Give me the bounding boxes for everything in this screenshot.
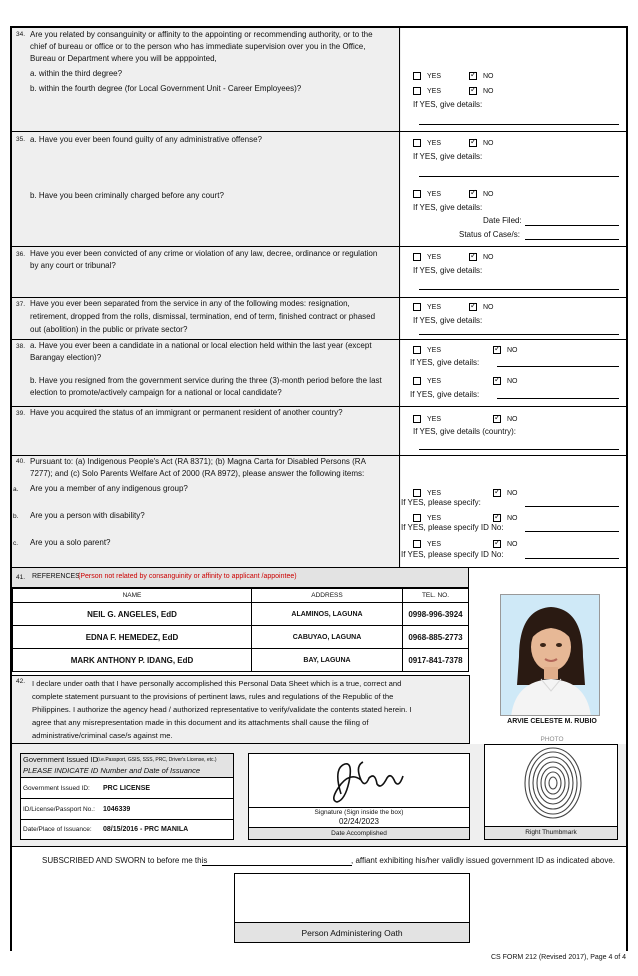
q40-c-yes-checkbox[interactable] — [413, 540, 421, 548]
q34-a-answer — [413, 72, 494, 80]
q40-b-details-line[interactable] — [525, 531, 619, 532]
yes-label: YES — [427, 303, 442, 311]
q34-a-no-checkbox[interactable] — [469, 72, 477, 80]
id-number-value[interactable]: 1046339 — [103, 806, 131, 813]
signature-section — [12, 744, 626, 847]
person-photo-icon — [501, 595, 600, 716]
id-number-row — [21, 799, 233, 820]
q35-b-answer — [413, 190, 494, 198]
q34-question-col — [12, 28, 400, 131]
q38-b-details-label: If YES, give details: — [410, 390, 480, 399]
q35-status-label: Status of Case/s: — [459, 230, 520, 239]
date-accomplished-value[interactable]: 02/24/2023 — [338, 817, 380, 826]
gov-id-header — [21, 754, 233, 778]
table-row — [13, 626, 469, 649]
q40-a-no-checkbox[interactable] — [493, 489, 501, 497]
q34-b-no-checkbox[interactable] — [469, 87, 477, 95]
ref-tel: 0917-841-7378 — [403, 649, 469, 672]
no-label: NO — [507, 415, 518, 423]
thumbmark-box[interactable] — [484, 744, 618, 840]
q36-answer — [413, 253, 494, 261]
issuance-label: Date/Place of Issuance: — [23, 826, 92, 833]
no-label: NO — [483, 303, 494, 311]
q35-section — [12, 132, 626, 247]
yes-label: YES — [427, 489, 442, 497]
no-label: NO — [483, 72, 494, 80]
q35-date-filed-line[interactable] — [525, 225, 619, 226]
q40-a-answer — [413, 489, 518, 497]
no-label: NO — [507, 514, 518, 522]
references-table — [12, 588, 469, 672]
q40-b-answer — [413, 514, 518, 522]
q38-b-details-line[interactable] — [497, 398, 619, 399]
photo-name-caption: ARVIE CELESTE M. RUBIO — [507, 718, 597, 725]
declaration-line: administrative/criminal case/s against me. — [32, 731, 173, 740]
ref-tel: 0968-885-2773 — [403, 626, 469, 649]
ref-name: NEIL G. ANGELES, EdD — [13, 603, 252, 626]
ref-address: ALAMINOS, LAGUNA — [252, 603, 403, 626]
q40-section — [12, 456, 626, 568]
q38-b-answer — [413, 377, 518, 385]
q40-c-answer — [413, 540, 518, 548]
issuance-value[interactable]: 08/15/2016 - PRC MANILA — [103, 826, 189, 833]
q35-question-col — [12, 132, 400, 246]
q40-b-no-checkbox[interactable] — [493, 514, 501, 522]
oath-date-line[interactable] — [202, 865, 352, 866]
gov-id-box — [20, 753, 234, 840]
q39-text: Have you acquired the status of an immigrant or permanent resident of another country? — [30, 408, 343, 417]
q38-question-col — [12, 340, 400, 406]
oath-text-2: , affiant exhibiting his/her validly issued government ID as indicated above. — [351, 856, 616, 865]
ref-name: EDNA F. HEMEDEZ, EdD — [13, 626, 252, 649]
table-row — [13, 649, 469, 672]
declaration-line: I declare under oath that I have personally accomplished this Personal Data Sheet which is a true, correct and — [32, 679, 402, 688]
q39-number: 39. — [16, 410, 26, 417]
declaration-text — [32, 677, 466, 742]
q38-b-yes-checkbox[interactable] — [413, 377, 421, 385]
q34-b-text: b. within the fourth degree (for Local Government Unit - Career Employees)? — [30, 84, 302, 93]
q38-answer-col — [401, 340, 626, 406]
q34-details-label: If YES, give details: — [413, 100, 483, 109]
signature-box[interactable] — [248, 753, 470, 840]
q37-text-1: Have you ever been separated from the service in any of the following modes: resignation, — [30, 299, 350, 308]
q38-a-details-line[interactable] — [497, 366, 619, 367]
references-title: REFERENCES — [32, 573, 80, 580]
q38-a-no-checkbox[interactable] — [493, 346, 501, 354]
q38-section — [12, 340, 626, 407]
no-label: NO — [483, 253, 494, 261]
q36-section — [12, 247, 626, 298]
q36-no-checkbox[interactable] — [469, 253, 477, 261]
q40-answer-col — [401, 456, 626, 567]
oath-section — [12, 847, 626, 951]
yes-label: YES — [427, 514, 442, 522]
declaration-line: agree that any misrepresentation made in this document and its attachments shall cause the filing of — [32, 718, 369, 727]
q36-text-1: Have you ever been convicted of any crime or violation of any law, decree, ordinance or regulation — [30, 249, 378, 258]
gov-id-subtitle: PLEASE INDICATE ID Number and Date of Issuance — [23, 766, 201, 775]
q38-a-yes-checkbox[interactable] — [413, 346, 421, 354]
q40-a-details-label: If YES, please specify: — [401, 498, 481, 507]
q35-a-text: a. Have you ever been found guilty of any administrative offense? — [30, 135, 262, 144]
q40-c-text: Are you a solo parent? — [30, 538, 111, 547]
q34-a-text: a. within the third degree? — [30, 69, 123, 78]
ref-name: MARK ANTHONY P. IDANG, EdD — [13, 649, 252, 672]
q34-section — [12, 28, 626, 132]
q40-b-text: Are you a person with disability? — [30, 511, 145, 520]
declaration-line: complete statement pursuant to the provisions of pertinent laws, rules and regulations of the Republic of the — [32, 692, 394, 701]
references-header — [12, 568, 469, 588]
q36-details-line[interactable] — [419, 289, 619, 290]
q34-answer-col — [401, 28, 626, 131]
oath-text-1: SUBSCRIBED AND SWORN to before me this — [42, 856, 208, 865]
yes-label: YES — [427, 72, 442, 80]
yes-label: YES — [427, 253, 442, 261]
no-label: NO — [483, 87, 494, 95]
q36-number: 36. — [16, 251, 26, 258]
q40-a-details-line[interactable] — [525, 506, 619, 507]
no-label: NO — [507, 346, 518, 354]
q39-details-line[interactable] — [419, 449, 619, 450]
q39-answer — [413, 415, 518, 423]
q40-b-yes-checkbox[interactable] — [413, 514, 421, 522]
q35-a-details-label: If YES, give details: — [413, 152, 483, 161]
q37-yes-checkbox[interactable] — [413, 303, 421, 311]
q35-status-line[interactable] — [525, 239, 619, 240]
q39-yes-checkbox[interactable] — [413, 415, 421, 423]
q38-a-details-label: If YES, give details: — [410, 358, 480, 367]
oath-admin-box[interactable] — [234, 873, 470, 943]
signature-icon — [249, 754, 471, 814]
references-note: (Person not related by consanguinity or affinity to applicant /appointee) — [78, 573, 297, 580]
photo-label: PHOTO — [540, 736, 564, 743]
date-accomplished-label: Date Accomplished — [249, 827, 469, 839]
q41-number: 41. — [16, 574, 26, 581]
q40-question-col — [12, 456, 400, 567]
q40-a-letter: a. — [13, 486, 19, 493]
q36-text-2: by any court or tribunal? — [30, 261, 116, 270]
q34-text-2: chief of bureau or office or to the person who has immediate supervision over you in the Office, — [30, 42, 366, 51]
table-row — [13, 603, 469, 626]
q38-a-text-1: a. Have you ever been a candidate in a national or local election held within the last year (except — [30, 341, 372, 350]
yes-label: YES — [427, 87, 442, 95]
q36-yes-checkbox[interactable] — [413, 253, 421, 261]
q37-answer-col — [401, 298, 626, 339]
q38-b-text-1: b. Have you resigned from the government service during the three (3)-month period before the last — [30, 376, 382, 385]
yes-label: YES — [427, 377, 442, 385]
q39-answer-col — [401, 407, 626, 455]
no-label: NO — [483, 139, 494, 147]
q34-b-yes-checkbox[interactable] — [413, 87, 421, 95]
yes-label: YES — [427, 415, 442, 423]
q40-c-details-line[interactable] — [525, 558, 619, 559]
no-label: NO — [507, 377, 518, 385]
q38-b-no-checkbox[interactable] — [493, 377, 501, 385]
q40-text-1: Pursuant to: (a) Indigenous People's Act (RA 8371); (b) Magna Carta for Disabled Persons (RA — [30, 457, 366, 466]
gov-id-value[interactable]: PRC LICENSE — [103, 785, 151, 792]
oath-admin-label: Person Administering Oath — [235, 922, 469, 942]
q40-a-yes-checkbox[interactable] — [413, 489, 421, 497]
form-footer: CS FORM 212 (Revised 2017), Page 4 of 4 — [490, 954, 626, 961]
q37-no-checkbox[interactable] — [469, 303, 477, 311]
pds-page-4 — [10, 26, 628, 951]
q37-text-3: out (abolition) in the public or private sector? — [30, 325, 188, 334]
q35-b-no-checkbox[interactable] — [469, 190, 477, 198]
q38-a-text-2: Barangay election)? — [30, 353, 102, 362]
yes-label: YES — [427, 190, 442, 198]
q34-text-3: Bureau or Department where you will be apppointed, — [30, 54, 217, 63]
q35-number: 35. — [16, 136, 26, 143]
q35-a-details-line[interactable] — [419, 176, 619, 177]
q35-date-filed-label: Date Filed: — [483, 216, 522, 225]
q34-a-yes-checkbox[interactable] — [413, 72, 421, 80]
no-label: NO — [483, 190, 494, 198]
q37-number: 37. — [16, 301, 26, 308]
applicant-photo — [500, 594, 600, 716]
q35-a-answer — [413, 139, 494, 147]
q37-section — [12, 298, 626, 340]
fingerprint-icon — [485, 745, 619, 825]
ref-address: BAY, LAGUNA — [252, 649, 403, 672]
q39-section — [12, 407, 626, 456]
q40-b-letter: b. — [13, 513, 19, 520]
issuance-row — [21, 820, 233, 839]
q38-a-answer — [413, 346, 518, 354]
q35-b-yes-checkbox[interactable] — [413, 190, 421, 198]
q38-number: 38. — [16, 343, 26, 350]
id-number-label: ID/License/Passport No.: — [23, 806, 95, 813]
yes-label: YES — [427, 540, 442, 548]
q36-details-label: If YES, give details: — [413, 266, 483, 275]
references-header-row — [13, 589, 469, 603]
q35-a-no-checkbox[interactable] — [469, 139, 477, 147]
no-label: NO — [507, 540, 518, 548]
col-header-tel: TEL. NO. — [403, 589, 469, 603]
q35-b-text: b. Have you been criminally charged before any court? — [30, 191, 224, 200]
col-header-name: NAME — [13, 589, 252, 603]
q36-answer-col — [401, 247, 626, 297]
ref-tel: 0998-996-3924 — [403, 603, 469, 626]
q40-b-details-label: If YES, please specify ID No: — [401, 523, 504, 532]
ref-address: CABUYAO, LAGUNA — [252, 626, 403, 649]
gov-id-row — [21, 778, 233, 799]
col-header-address: ADDRESS — [252, 589, 403, 603]
q37-question-col — [12, 298, 400, 339]
signature-label: Signature (Sign inside the box) — [249, 807, 469, 816]
q34-details-line[interactable] — [419, 124, 619, 125]
no-label: NO — [507, 489, 518, 497]
q39-no-checkbox[interactable] — [493, 415, 501, 423]
yes-label: YES — [427, 139, 442, 147]
q34-number: 34. — [16, 31, 26, 38]
q35-a-yes-checkbox[interactable] — [413, 139, 421, 147]
gov-id-title: Government Issued ID — [23, 755, 99, 764]
gov-id-label: Government Issued ID: — [23, 785, 90, 792]
q35-b-details-label: If YES, give details: — [413, 203, 483, 212]
declaration-line: Philippines. I authorize the agency head / authorized representative to verify/validate the contents stated herein. I — [32, 705, 412, 714]
q34-b-answer — [413, 87, 494, 95]
q40-c-letter: c. — [13, 540, 19, 547]
q35-answer-col — [401, 132, 626, 246]
q39-details-label: If YES, give details (country): — [413, 427, 517, 436]
thumbmark-label: Right Thumbmark — [485, 826, 617, 839]
q39-question-col — [12, 407, 400, 455]
yes-label: YES — [427, 346, 442, 354]
q37-answer — [413, 303, 494, 311]
q37-details-line[interactable] — [419, 334, 619, 335]
q40-number: 40. — [16, 458, 26, 465]
q40-a-text: Are you a member of any indigenous group? — [30, 484, 188, 493]
q40-c-details-label: If YES, please specify ID No: — [401, 550, 504, 559]
gov-id-title-small: (i.e.Passport, GSIS, SSS, PRC, Driver's License, etc.) — [97, 757, 217, 763]
q42-number: 42. — [16, 678, 26, 685]
q40-text-2: 7277); and (c) Solo Parents Welfare Act of 2000 (RA 8972), please answer the following items: — [30, 469, 365, 478]
q36-question-col — [12, 247, 400, 297]
q38-b-text-2: election to promote/actively campaign for a national or local candidate? — [30, 388, 282, 397]
q34-text-1: Are you related by consanguinity or affinity to the appointing or recommending authority, or to the — [30, 30, 373, 39]
q37-details-label: If YES, give details: — [413, 316, 483, 325]
q37-text-2: retirement, dropped from the rolls, dismissal, termination, end of term, finished contract or phased — [30, 312, 376, 321]
photo-area — [470, 568, 626, 744]
q42-section — [12, 675, 470, 744]
q40-c-no-checkbox[interactable] — [493, 540, 501, 548]
